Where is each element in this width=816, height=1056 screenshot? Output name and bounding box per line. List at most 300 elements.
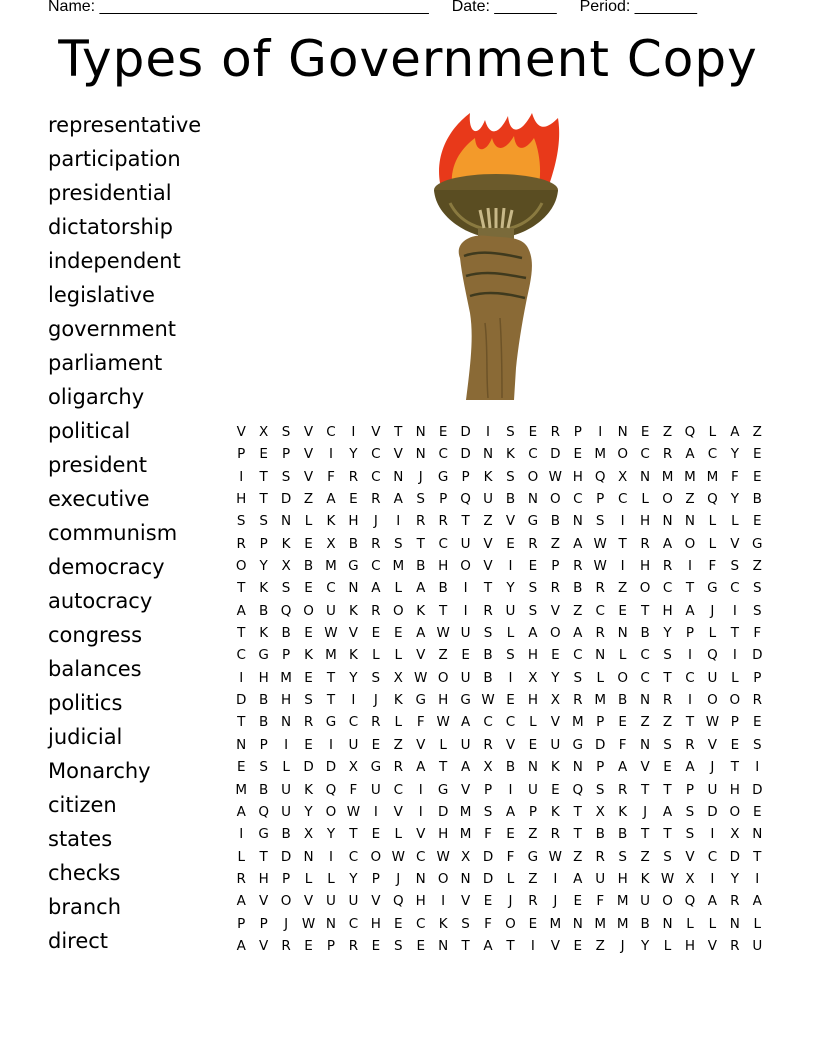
grid-cell[interactable]: A <box>236 803 246 820</box>
grid-cell[interactable]: L <box>708 915 717 932</box>
grid-cell[interactable]: H <box>438 826 449 843</box>
grid-cell[interactable]: B <box>348 535 359 552</box>
grid-cell[interactable]: M <box>661 468 674 485</box>
grid-cell[interactable]: A <box>662 535 673 552</box>
grid-cell[interactable]: W <box>705 714 720 731</box>
grid-cell[interactable]: O <box>639 580 651 597</box>
grid-cell[interactable]: I <box>351 424 356 440</box>
grid-cell[interactable]: X <box>730 826 740 843</box>
grid-cell[interactable]: R <box>438 513 448 530</box>
grid-cell[interactable]: U <box>326 602 336 619</box>
grid-cell[interactable]: Z <box>550 535 560 552</box>
grid-cell[interactable]: E <box>528 424 538 440</box>
grid-cell[interactable]: K <box>550 803 560 820</box>
grid-cell[interactable]: V <box>505 736 516 753</box>
grid-cell[interactable]: R <box>550 826 561 843</box>
grid-cell[interactable]: D <box>280 848 292 865</box>
grid-cell[interactable]: P <box>573 424 582 440</box>
grid-cell[interactable]: V <box>707 736 718 753</box>
grid-cell[interactable]: E <box>506 692 515 709</box>
grid-cell[interactable]: E <box>528 558 538 575</box>
grid-cell[interactable]: D <box>752 647 763 664</box>
grid-cell[interactable]: D <box>729 848 741 865</box>
grid-cell[interactable]: V <box>550 602 560 619</box>
grid-cell[interactable]: C <box>371 446 381 463</box>
grid-cell[interactable]: I <box>710 870 715 887</box>
grid-cell[interactable]: U <box>707 669 718 686</box>
grid-cell[interactable]: H <box>640 558 651 575</box>
grid-cell[interactable]: P <box>685 625 695 642</box>
grid-cell[interactable]: Q <box>325 781 337 798</box>
grid-cell[interactable]: N <box>640 692 651 709</box>
grid-cell[interactable]: R <box>393 759 403 776</box>
grid-cell[interactable]: X <box>550 692 560 709</box>
grid-cell[interactable]: J <box>373 692 378 709</box>
grid-cell[interactable]: Q <box>258 803 269 820</box>
grid-cell[interactable]: V <box>393 803 403 820</box>
grid-cell[interactable]: Z <box>528 870 538 887</box>
grid-cell[interactable]: W <box>346 803 361 820</box>
grid-cell[interactable]: N <box>438 937 449 954</box>
grid-cell[interactable]: A <box>573 625 583 642</box>
grid-cell[interactable]: L <box>304 513 313 530</box>
grid-cell[interactable]: A <box>573 870 583 887</box>
grid-cell[interactable]: L <box>506 625 515 642</box>
grid-cell[interactable]: K <box>304 647 313 664</box>
grid-cell[interactable]: Z <box>685 491 695 508</box>
grid-cell[interactable]: I <box>396 513 401 530</box>
grid-cell[interactable]: I <box>620 513 625 530</box>
grid-cell[interactable]: I <box>687 558 692 575</box>
grid-cell[interactable]: N <box>595 647 606 664</box>
grid-cell[interactable]: A <box>662 803 673 820</box>
grid-cell[interactable]: A <box>416 580 426 597</box>
grid-cell[interactable]: N <box>325 915 337 932</box>
grid-cell[interactable]: U <box>483 491 493 508</box>
grid-cell[interactable]: C <box>348 848 359 865</box>
grid-cell[interactable]: W <box>414 669 428 686</box>
grid-cell[interactable]: L <box>708 424 717 440</box>
grid-cell[interactable]: T <box>259 468 268 485</box>
grid-cell[interactable]: I <box>328 446 333 463</box>
grid-cell[interactable]: Z <box>303 491 314 508</box>
grid-cell[interactable]: C <box>662 580 673 597</box>
grid-cell[interactable]: S <box>752 602 762 619</box>
grid-cell[interactable]: R <box>281 937 291 954</box>
grid-cell[interactable]: S <box>730 558 740 575</box>
grid-cell[interactable]: V <box>348 625 359 642</box>
grid-cell[interactable]: L <box>529 714 537 731</box>
grid-cell[interactable]: C <box>640 669 650 686</box>
grid-cell[interactable]: C <box>348 915 359 932</box>
grid-cell[interactable]: I <box>687 692 692 709</box>
grid-cell[interactable]: B <box>752 491 762 508</box>
grid-cell[interactable]: O <box>684 535 696 552</box>
grid-cell[interactable]: H <box>281 692 292 709</box>
grid-cell[interactable]: S <box>685 826 695 843</box>
grid-cell[interactable]: M <box>684 468 696 485</box>
grid-cell[interactable]: I <box>508 558 513 575</box>
grid-cell[interactable]: S <box>595 513 605 530</box>
grid-cell[interactable]: N <box>527 491 538 508</box>
grid-cell[interactable]: L <box>663 937 672 954</box>
grid-cell[interactable]: T <box>730 625 739 642</box>
grid-cell[interactable]: K <box>506 446 515 463</box>
grid-cell[interactable]: V <box>640 759 650 776</box>
grid-cell[interactable]: K <box>281 535 291 552</box>
grid-cell[interactable]: R <box>371 535 381 552</box>
grid-cell[interactable]: A <box>236 893 246 910</box>
grid-cell[interactable]: J <box>553 893 558 910</box>
grid-cell[interactable]: F <box>753 625 762 642</box>
grid-cell[interactable]: N <box>752 826 763 843</box>
grid-cell[interactable]: X <box>326 535 336 552</box>
grid-cell[interactable]: P <box>596 759 605 776</box>
grid-cell[interactable]: X <box>595 803 605 820</box>
grid-cell[interactable]: W <box>481 692 495 709</box>
grid-cell[interactable]: U <box>460 625 471 642</box>
grid-cell[interactable]: T <box>237 580 246 597</box>
grid-cell[interactable]: T <box>730 759 739 776</box>
grid-cell[interactable]: S <box>461 915 470 932</box>
grid-cell[interactable]: P <box>259 736 268 753</box>
grid-cell[interactable]: I <box>508 781 513 798</box>
grid-cell[interactable]: B <box>505 759 516 776</box>
grid-cell[interactable]: F <box>484 826 492 843</box>
grid-cell[interactable]: E <box>573 446 583 463</box>
grid-cell[interactable]: M <box>325 647 337 664</box>
grid-cell[interactable]: G <box>348 558 359 575</box>
grid-cell[interactable]: D <box>752 781 763 798</box>
grid-cell[interactable]: T <box>237 714 246 731</box>
grid-cell[interactable]: F <box>596 893 605 910</box>
grid-cell[interactable]: Z <box>752 558 762 575</box>
grid-cell[interactable]: Q <box>460 491 471 508</box>
grid-cell[interactable]: E <box>573 893 583 910</box>
grid-cell[interactable]: C <box>236 647 246 664</box>
grid-cell[interactable]: S <box>393 937 403 954</box>
grid-cell[interactable]: V <box>460 893 471 910</box>
grid-cell[interactable]: M <box>571 714 584 731</box>
grid-cell[interactable]: W <box>301 915 316 932</box>
grid-cell[interactable]: V <box>685 848 695 865</box>
grid-cell[interactable]: D <box>325 759 337 776</box>
grid-cell[interactable]: U <box>707 781 718 798</box>
grid-cell[interactable]: Y <box>730 870 739 887</box>
grid-cell[interactable]: N <box>348 580 359 597</box>
grid-cell[interactable]: G <box>258 826 269 843</box>
name-field[interactable]: Name: _____________________________________ <box>48 0 429 15</box>
grid-cell[interactable]: H <box>617 870 628 887</box>
grid-cell[interactable]: M <box>392 558 405 575</box>
grid-cell[interactable]: D <box>550 446 561 463</box>
grid-cell[interactable]: R <box>730 893 740 910</box>
grid-cell[interactable]: S <box>259 513 268 530</box>
grid-cell[interactable]: K <box>326 513 336 530</box>
grid-cell[interactable]: P <box>259 915 268 932</box>
grid-cell[interactable]: A <box>685 759 695 776</box>
grid-cell[interactable]: L <box>372 647 380 664</box>
grid-cell[interactable]: O <box>505 915 516 932</box>
grid-cell[interactable]: I <box>239 826 244 843</box>
grid-cell[interactable]: J <box>710 602 715 619</box>
grid-cell[interactable]: I <box>239 468 244 485</box>
grid-cell[interactable]: L <box>506 870 515 887</box>
grid-cell[interactable]: C <box>393 781 403 798</box>
grid-cell[interactable]: I <box>418 803 423 820</box>
grid-cell[interactable]: A <box>685 602 695 619</box>
grid-cell[interactable]: Z <box>662 424 673 440</box>
grid-cell[interactable]: N <box>415 870 426 887</box>
grid-cell[interactable]: S <box>393 535 403 552</box>
grid-cell[interactable]: C <box>595 602 605 619</box>
grid-cell[interactable]: V <box>416 647 426 664</box>
grid-cell[interactable]: C <box>438 446 448 463</box>
grid-cell[interactable]: L <box>753 915 762 932</box>
grid-cell[interactable]: B <box>416 558 426 575</box>
grid-cell[interactable]: I <box>755 870 760 887</box>
grid-cell[interactable]: C <box>371 468 381 485</box>
grid-cell[interactable]: L <box>686 915 694 932</box>
grid-cell[interactable]: Z <box>438 647 448 664</box>
grid-cell[interactable]: C <box>416 848 426 865</box>
grid-cell[interactable]: D <box>303 759 314 776</box>
grid-cell[interactable]: P <box>551 558 560 575</box>
grid-cell[interactable]: C <box>348 714 359 731</box>
grid-cell[interactable]: K <box>618 803 628 820</box>
grid-cell[interactable]: V <box>483 535 493 552</box>
grid-cell[interactable]: F <box>416 714 425 731</box>
grid-cell[interactable]: E <box>304 535 313 552</box>
grid-cell[interactable]: T <box>506 937 515 954</box>
grid-cell[interactable]: M <box>235 781 248 798</box>
grid-cell[interactable]: H <box>572 468 583 485</box>
grid-cell[interactable]: T <box>685 580 695 597</box>
grid-cell[interactable]: B <box>640 915 650 932</box>
grid-cell[interactable]: I <box>373 803 378 820</box>
grid-cell[interactable]: X <box>618 468 628 485</box>
grid-cell[interactable]: E <box>371 937 381 954</box>
grid-cell[interactable]: I <box>418 781 423 798</box>
grid-cell[interactable]: O <box>235 558 247 575</box>
grid-cell[interactable]: X <box>303 826 314 843</box>
grid-cell[interactable]: S <box>663 647 672 664</box>
grid-cell[interactable]: D <box>236 692 247 709</box>
grid-cell[interactable]: S <box>304 692 313 709</box>
grid-cell[interactable]: E <box>461 647 470 664</box>
grid-cell[interactable]: S <box>259 759 268 776</box>
grid-cell[interactable]: N <box>572 915 583 932</box>
grid-cell[interactable]: I <box>284 736 289 753</box>
grid-cell[interactable]: C <box>730 580 740 597</box>
grid-cell[interactable]: D <box>460 424 471 440</box>
grid-cell[interactable]: R <box>371 491 381 508</box>
grid-cell[interactable]: L <box>708 535 717 552</box>
grid-cell[interactable]: V <box>393 446 403 463</box>
grid-cell[interactable]: I <box>732 602 737 619</box>
grid-cell[interactable]: K <box>259 625 269 642</box>
grid-cell[interactable]: T <box>640 826 650 843</box>
grid-cell[interactable]: T <box>573 826 582 843</box>
grid-cell[interactable]: N <box>303 848 314 865</box>
grid-cell[interactable]: P <box>237 915 246 932</box>
grid-cell[interactable]: S <box>281 468 291 485</box>
grid-cell[interactable]: V <box>303 893 314 910</box>
grid-cell[interactable]: Z <box>573 602 583 619</box>
grid-cell[interactable]: T <box>618 535 627 552</box>
grid-cell[interactable]: X <box>685 870 695 887</box>
grid-cell[interactable]: G <box>707 580 718 597</box>
grid-cell[interactable]: H <box>415 893 426 910</box>
grid-cell[interactable]: T <box>259 491 268 508</box>
grid-cell[interactable]: O <box>325 803 337 820</box>
grid-cell[interactable]: D <box>707 803 718 820</box>
grid-cell[interactable]: S <box>236 513 246 530</box>
grid-cell[interactable]: P <box>282 446 291 463</box>
grid-cell[interactable]: N <box>572 513 583 530</box>
grid-cell[interactable]: L <box>394 580 403 597</box>
grid-cell[interactable]: R <box>528 535 538 552</box>
grid-cell[interactable]: E <box>640 424 650 440</box>
grid-cell[interactable]: U <box>460 736 471 753</box>
grid-cell[interactable]: Q <box>707 491 718 508</box>
grid-cell[interactable]: E <box>416 937 425 954</box>
grid-cell[interactable]: A <box>618 759 628 776</box>
grid-cell[interactable]: R <box>416 513 426 530</box>
grid-cell[interactable]: E <box>394 625 403 642</box>
grid-cell[interactable]: Z <box>752 424 762 440</box>
grid-cell[interactable]: A <box>393 491 403 508</box>
grid-cell[interactable]: I <box>755 759 760 776</box>
grid-cell[interactable]: W <box>548 848 563 865</box>
grid-cell[interactable]: B <box>259 692 269 709</box>
grid-cell[interactable]: C <box>528 446 538 463</box>
grid-cell[interactable]: W <box>391 848 405 865</box>
grid-cell[interactable]: N <box>281 714 292 731</box>
grid-cell[interactable]: K <box>483 468 493 485</box>
grid-cell[interactable]: V <box>303 468 314 485</box>
grid-cell[interactable]: B <box>550 513 560 530</box>
grid-cell[interactable]: A <box>416 759 426 776</box>
grid-cell[interactable]: W <box>593 558 607 575</box>
grid-cell[interactable]: C <box>640 446 650 463</box>
grid-cell[interactable]: P <box>439 491 448 508</box>
grid-cell[interactable]: N <box>415 424 426 440</box>
grid-cell[interactable]: E <box>528 915 538 932</box>
grid-cell[interactable]: C <box>505 714 516 731</box>
grid-cell[interactable]: B <box>618 826 628 843</box>
grid-cell[interactable]: L <box>282 759 290 776</box>
grid-cell[interactable]: B <box>303 558 314 575</box>
grid-cell[interactable]: V <box>416 736 426 753</box>
grid-cell[interactable]: E <box>753 468 762 485</box>
grid-cell[interactable]: N <box>617 424 628 440</box>
grid-cell[interactable]: O <box>370 848 382 865</box>
grid-cell[interactable]: J <box>418 468 423 485</box>
grid-cell[interactable]: S <box>483 625 493 642</box>
grid-cell[interactable]: Y <box>551 669 560 686</box>
grid-cell[interactable]: F <box>618 736 627 753</box>
grid-cell[interactable]: N <box>393 468 404 485</box>
grid-cell[interactable]: F <box>730 468 739 485</box>
grid-cell[interactable]: E <box>753 803 762 820</box>
grid-cell[interactable]: L <box>731 513 739 530</box>
grid-cell[interactable]: B <box>618 692 628 709</box>
grid-cell[interactable]: A <box>505 803 516 820</box>
grid-cell[interactable]: F <box>484 915 492 932</box>
grid-cell[interactable]: H <box>258 870 269 887</box>
grid-cell[interactable]: N <box>527 759 538 776</box>
grid-cell[interactable]: L <box>327 870 335 887</box>
grid-cell[interactable]: L <box>394 714 403 731</box>
grid-cell[interactable]: O <box>617 669 628 686</box>
grid-cell[interactable]: V <box>259 893 269 910</box>
grid-cell[interactable]: U <box>281 803 292 820</box>
grid-cell[interactable]: S <box>371 669 381 686</box>
grid-cell[interactable]: I <box>463 580 468 597</box>
grid-cell[interactable]: K <box>438 915 448 932</box>
grid-cell[interactable]: E <box>506 826 515 843</box>
grid-cell[interactable]: R <box>662 558 673 575</box>
grid-cell[interactable]: S <box>663 736 672 753</box>
grid-cell[interactable]: Y <box>349 669 358 686</box>
grid-cell[interactable]: A <box>685 446 695 463</box>
grid-cell[interactable]: O <box>280 893 292 910</box>
grid-cell[interactable]: Y <box>349 870 358 887</box>
grid-cell[interactable]: U <box>505 602 516 619</box>
grid-cell[interactable]: U <box>752 937 763 954</box>
grid-cell[interactable]: P <box>596 714 605 731</box>
grid-cell[interactable]: L <box>304 870 313 887</box>
grid-cell[interactable]: L <box>439 736 447 753</box>
grid-cell[interactable]: G <box>325 714 337 731</box>
grid-cell[interactable]: B <box>281 625 291 642</box>
grid-cell[interactable]: I <box>508 669 513 686</box>
grid-cell[interactable]: X <box>259 424 269 440</box>
grid-cell[interactable]: O <box>527 468 539 485</box>
grid-cell[interactable]: B <box>281 826 291 843</box>
grid-cell[interactable]: S <box>416 491 425 508</box>
grid-cell[interactable]: Q <box>392 893 404 910</box>
grid-cell[interactable]: C <box>685 669 695 686</box>
grid-cell[interactable]: H <box>527 647 538 664</box>
grid-cell[interactable]: O <box>729 803 741 820</box>
grid-cell[interactable]: E <box>730 736 740 753</box>
grid-cell[interactable]: P <box>326 937 336 954</box>
grid-cell[interactable]: E <box>371 625 381 642</box>
grid-cell[interactable]: R <box>685 736 695 753</box>
grid-cell[interactable]: I <box>732 647 737 664</box>
grid-cell[interactable]: B <box>483 647 493 664</box>
grid-cell[interactable]: U <box>550 736 561 753</box>
grid-cell[interactable]: O <box>707 692 718 709</box>
grid-cell[interactable]: P <box>371 870 380 887</box>
grid-cell[interactable]: J <box>620 937 625 954</box>
grid-cell[interactable]: F <box>506 848 515 865</box>
grid-cell[interactable]: W <box>593 535 607 552</box>
grid-cell[interactable]: Z <box>573 848 583 865</box>
grid-cell[interactable]: I <box>239 669 244 686</box>
grid-cell[interactable]: R <box>730 937 740 954</box>
grid-cell[interactable]: E <box>304 937 313 954</box>
grid-cell[interactable]: E <box>753 714 762 731</box>
grid-cell[interactable]: V <box>483 558 493 575</box>
grid-cell[interactable]: M <box>594 692 607 709</box>
grid-cell[interactable]: E <box>551 647 560 664</box>
grid-cell[interactable]: O <box>460 558 471 575</box>
grid-cell[interactable]: P <box>259 535 268 552</box>
grid-cell[interactable]: R <box>236 870 246 887</box>
